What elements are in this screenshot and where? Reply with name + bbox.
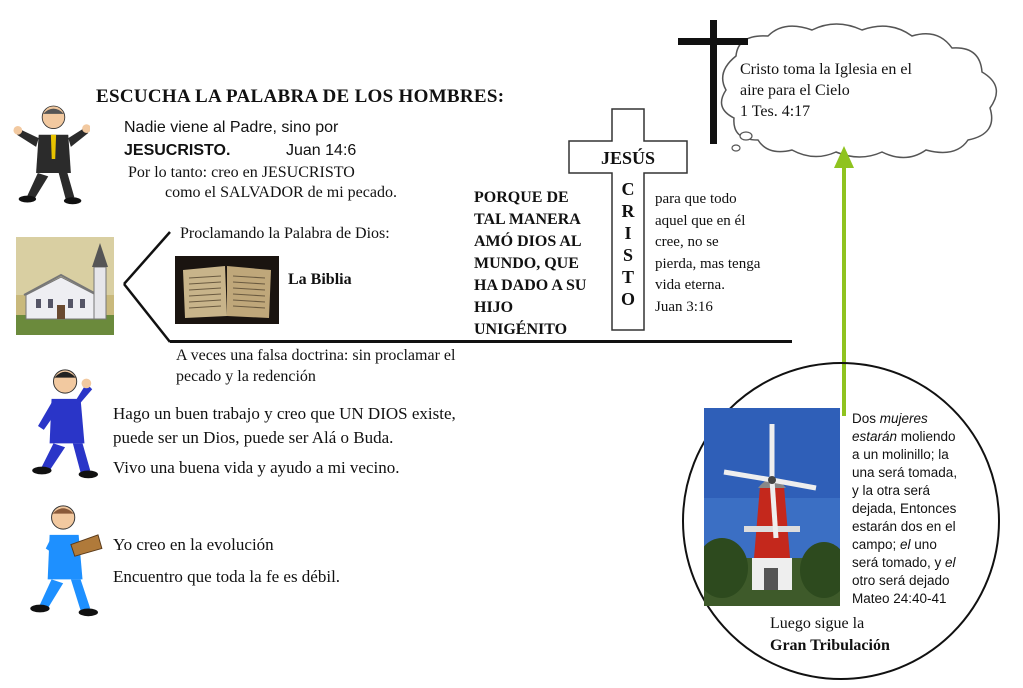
cross-cristo-letters (612, 178, 644, 310)
trib-italic: el (900, 537, 911, 552)
tribulation-line (852, 554, 957, 572)
cloud-ref: 1 Tes. 4:17 (740, 103, 811, 120)
cross-letter: I (624, 223, 632, 243)
cross-letter: S (622, 245, 633, 265)
tribulation-text (852, 410, 957, 608)
verse-right-line: pierda, mas tenga (655, 255, 761, 272)
intro-ref: Juan 14:6 (286, 142, 357, 159)
tribulation-line (852, 428, 957, 446)
tribulation-ref: Mateo 24:40-41 (852, 591, 947, 606)
tribulation-line: y la otra será (852, 483, 931, 498)
cross-letter: T (621, 267, 634, 287)
trib-italic: estarán (852, 429, 898, 444)
trib-text-span: será tomado, y (852, 555, 946, 570)
verse-right-line: para que todo (655, 191, 737, 207)
tanto-line-2: como el SALVADOR de mi pecado. (165, 184, 397, 201)
tribulation-line: otro será dejado (852, 573, 950, 588)
verse-right-line: vida eterna. (655, 277, 725, 293)
verse-left-line: TAL MANERA (474, 211, 581, 228)
gran-tribulacion-label: Gran Tribulación (770, 637, 890, 654)
work-line-3: Vivo una buena vida y ayudo a mi vecino. (113, 458, 400, 477)
windmill-image (704, 408, 840, 606)
church-image (16, 237, 114, 335)
tribulation-line: a un molinillo; la (852, 447, 949, 462)
verse-right-line: aquel que en él (655, 212, 746, 229)
bible-image (175, 256, 279, 324)
cross-jesus-label: JESÚS (600, 148, 656, 168)
tribulation-line: dejada, Entonces (852, 501, 957, 516)
proclaim-heading: Proclamando la Palabra de Dios: (180, 225, 390, 242)
intro-line: Nadie viene al Padre, sino por (124, 119, 339, 136)
man-dark-suit-icon (10, 96, 90, 216)
false-doctrine-line-2: pecado y la redención (176, 368, 316, 385)
verse-left-block (474, 187, 586, 341)
cross-letter: C (621, 179, 635, 199)
verse-left-line: UNIGÉNITO (474, 321, 568, 338)
trib-text-span: campo; (852, 537, 901, 552)
cloud-line-1: Cristo toma la Iglesia en el (740, 61, 912, 78)
verse-left-line: PORQUE DE (474, 189, 569, 206)
page-title: ESCUCHA LA PALABRA DE LOS HOMBRES: (96, 86, 505, 107)
verse-left-line: HIJO (474, 299, 514, 316)
work-line-1: Hago un buen trabajo y creo que UN DIOS existe, (113, 404, 456, 423)
trib-italic: el (945, 555, 956, 570)
verse-left-line: AMÓ DIOS AL (474, 233, 582, 250)
false-doctrine-line-1: A veces una falsa doctrina: sin proclamar el (176, 347, 456, 364)
trib-text-span: Dos (852, 411, 880, 426)
luego-line: Luego sigue la (770, 615, 865, 632)
verse-left-line: MUNDO, QUE (474, 255, 579, 272)
cloud-text (740, 59, 912, 122)
bible-label: La Biblia (288, 271, 352, 288)
evolution-line-2: Encuentro que toda la fe es débil. (113, 567, 341, 586)
work-line-2: puede ser un Dios, puede ser Alá o Buda. (113, 428, 394, 447)
trib-italic: mujeres (879, 411, 928, 426)
bracket-lines (118, 228, 182, 348)
cross-letter: O (620, 289, 635, 309)
cloud-line-2: aire para el Cielo (740, 82, 850, 99)
verse-right-block (655, 189, 760, 318)
jesucristo-label: JESUCRISTO. (124, 142, 231, 159)
verse-ref: Juan 3:16 (655, 298, 713, 315)
man-reading-icon (28, 502, 108, 622)
cross-letter: R (621, 201, 635, 221)
evolution-line-1: Yo creo en la evolución (113, 535, 274, 554)
tribulation-line (852, 536, 957, 554)
verse-right-line: cree, no se (655, 234, 719, 250)
tribulation-line: una será tomada, (852, 465, 958, 480)
trib-text-span: uno (910, 537, 937, 552)
tribulation-line: estarán dos en el (852, 519, 956, 534)
man-blue-suit-icon (28, 366, 108, 486)
tribulation-line (852, 410, 957, 428)
verse-left-line: HA DADO A SU (474, 277, 587, 294)
trib-text-span: moliendo (897, 429, 956, 444)
tanto-line-1: Por lo tanto: creo en JESUCRISTO (128, 164, 355, 181)
